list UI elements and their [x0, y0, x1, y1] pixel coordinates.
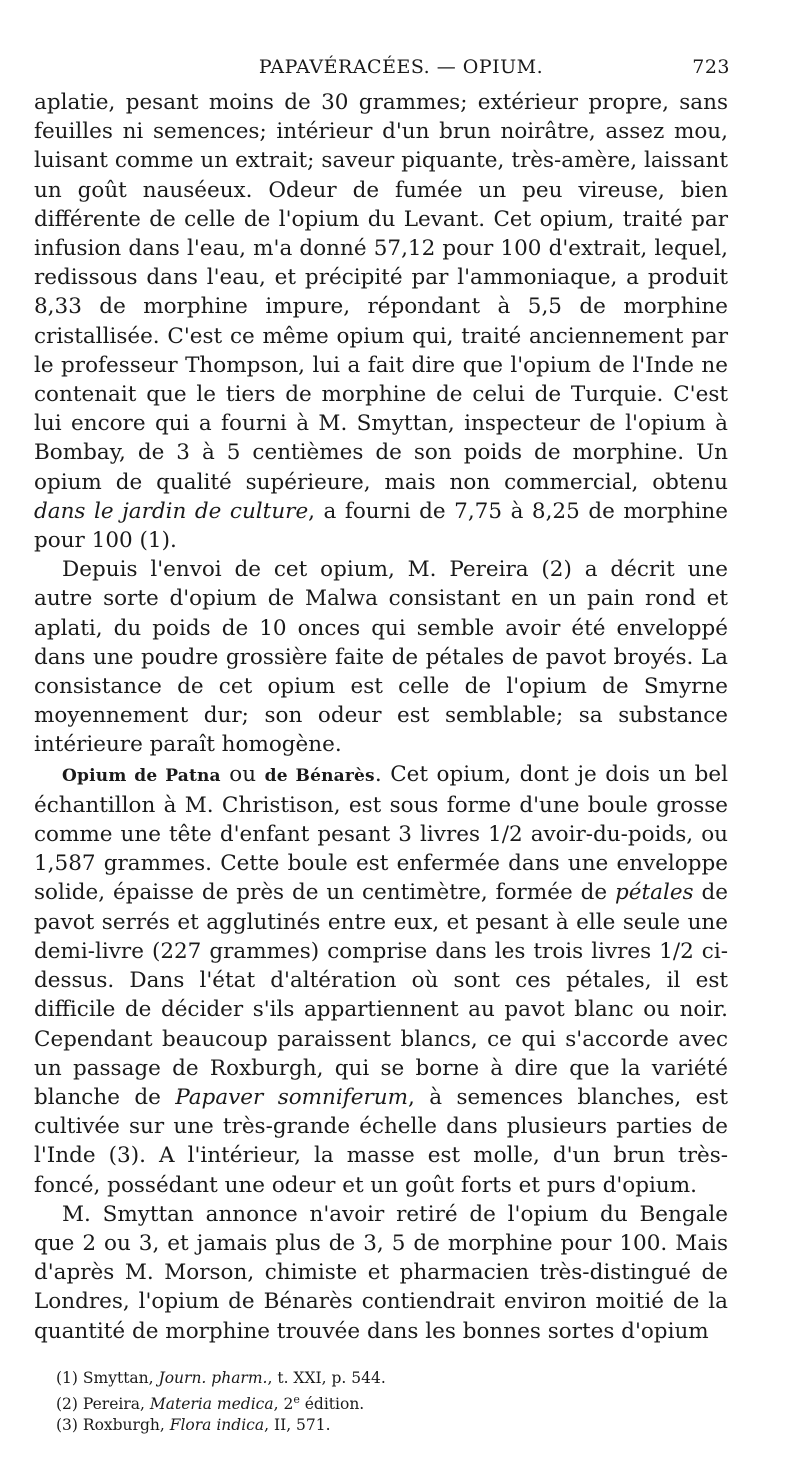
footnote-source: Journ. pharm.: [158, 1368, 268, 1387]
paragraph-3-text-c: , à semences blanches, est cultivée sur une très-grande échelle dans plusieurs parties de l'Inde (3). A l'intérieur, la masse est molle, d'un brun très-foncé, possédant une odeur et un goût forts et purs d'opium.: [34, 1084, 728, 1198]
footnote-number: (3): [56, 1415, 78, 1434]
footnotes: [34, 1368, 728, 1436]
footnote-ref: , t. XXI, p. 544.: [267, 1368, 386, 1387]
section-heading-ou: ou: [220, 761, 265, 787]
footnote-author: Pereira,: [77, 1394, 150, 1413]
footnote-number: (2): [56, 1394, 78, 1413]
footnote-2: [56, 1389, 728, 1415]
running-title: PAPAVÉRACÉES. — OPIUM.: [258, 56, 544, 78]
paragraph-1-italic: dans le jardin de culture: [34, 498, 309, 524]
paragraph-1: [34, 88, 728, 555]
section-heading-end: .: [374, 761, 391, 787]
footnote-ref-end: édition.: [299, 1394, 365, 1413]
running-header: [34, 48, 728, 88]
footnote-author: Smyttan,: [77, 1368, 159, 1387]
footnote-ref: , 2: [273, 1394, 294, 1413]
paragraph-1-text-a: aplatie, pesant moins de 30 grammes; extérieur propre, sans feuilles ni semences; intérieur d'un brun noirâtre, assez mou, luisant comme un extrait; saveur piquante, très-amère, laissant un goût nauséeux. Odeur de fumée un peu vireuse, bien différente de celle de l'opium du Levant. Cet opium, traité par infusion dans l'eau, m'a donné 57,12 pour 100 d'extrait, lequel, redissous dans l'eau, et précipité par l'ammoniaque, a produit 8,33 de morphine impure, répondant à 5,5 de morphine cristallisée. C'est ce même opium qui, traité anciennement par le professeur Thompson, lui a fait dire que l'opium de l'Inde ne contenait que le tiers de morphine de celui de Turquie. C'est lui encore qui a fourni à M. Smyttan, inspecteur de l'opium à Bombay, de 3 à 5 centièmes de son poids de morphine. Un opium de qualité supérieure, mais non commercial, obtenu: [34, 90, 728, 495]
footnote-number: (1): [56, 1368, 78, 1387]
paragraph-3: [34, 760, 728, 1200]
paragraph-1-text-b: , a fourni de 7,75 à 8,25 de morphine pour 100 (1).: [34, 498, 728, 554]
section-heading-benares: de Bénarès: [264, 765, 375, 786]
paragraph-2: Depuis l'envoi de cet opium, M. Pereira (2) a décrit une autre sorte d'opium de Malwa consistant en un pain rond et aplati, du poids de 10 onces qui semble avoir été enveloppé dans une poudre grossière faite de pétales de pavot broyés. La consistance de cet opium est celle de l'opium de Smyrne moyennement dur; son odeur est semblable; sa substance intérieure paraît homogène.: [34, 557, 728, 758]
paragraph-3-italic-petales: pétales: [615, 880, 694, 906]
paragraph-3-italic-papaver: Papaver somniferum: [175, 1084, 408, 1110]
paragraph-3-text-b: de pavot serrés et agglutinés entre eux, et pesant à elle seule une demi-livre (227 grammes) comprise dans les trois livres 1/2 ci-dessus. Dans l'état d'altération où sont ces pétales, il est difficile de décider s'ils appartiennent au pavot blanc ou noir. Cependant beaucoup paraissent blancs, ce qui s'accorde avec un passage de Roxburgh, qui se borne à dire que la variété blanche de: [34, 880, 728, 1110]
footnote-1: [56, 1368, 728, 1389]
footnote-source: Flora indica: [169, 1415, 265, 1434]
page-number: 723: [692, 56, 730, 78]
paragraph-3-text-a: Cet opium, dont je dois un bel échantillon à M. Christison, est sous forme d'une boule grosse comme une tête d'enfant pesant 3 livres 1/2 avoir-du-poids, ou 1,587 grammes. Cette boule est enfermée dans une enveloppe solide, épaisse de près de un centimètre, formée de: [34, 761, 729, 906]
footnote-source: Materia medica: [149, 1394, 274, 1413]
body-text: [34, 88, 728, 1346]
section-heading-patna: Opium de Patna: [62, 765, 221, 786]
paragraph-4: M. Smyttan annonce n'avoir retiré de l'opium du Bengale que 2 ou 3, et jamais plus de 3, 5 de morphine pour 100. Mais d'après M. Morson, chimiste et pharmacien très-distingué de Londres, l'opium de Bénarès contiendrait environ moitié de la quantité de morphine trouvée dans les bonnes sortes d'opium: [34, 1201, 728, 1344]
footnote-ref: , II, 571.: [264, 1415, 331, 1434]
footnote-3: [56, 1415, 728, 1436]
footnote-author: Roxburgh,: [77, 1415, 170, 1434]
footnote-superscript: e: [293, 1392, 300, 1406]
